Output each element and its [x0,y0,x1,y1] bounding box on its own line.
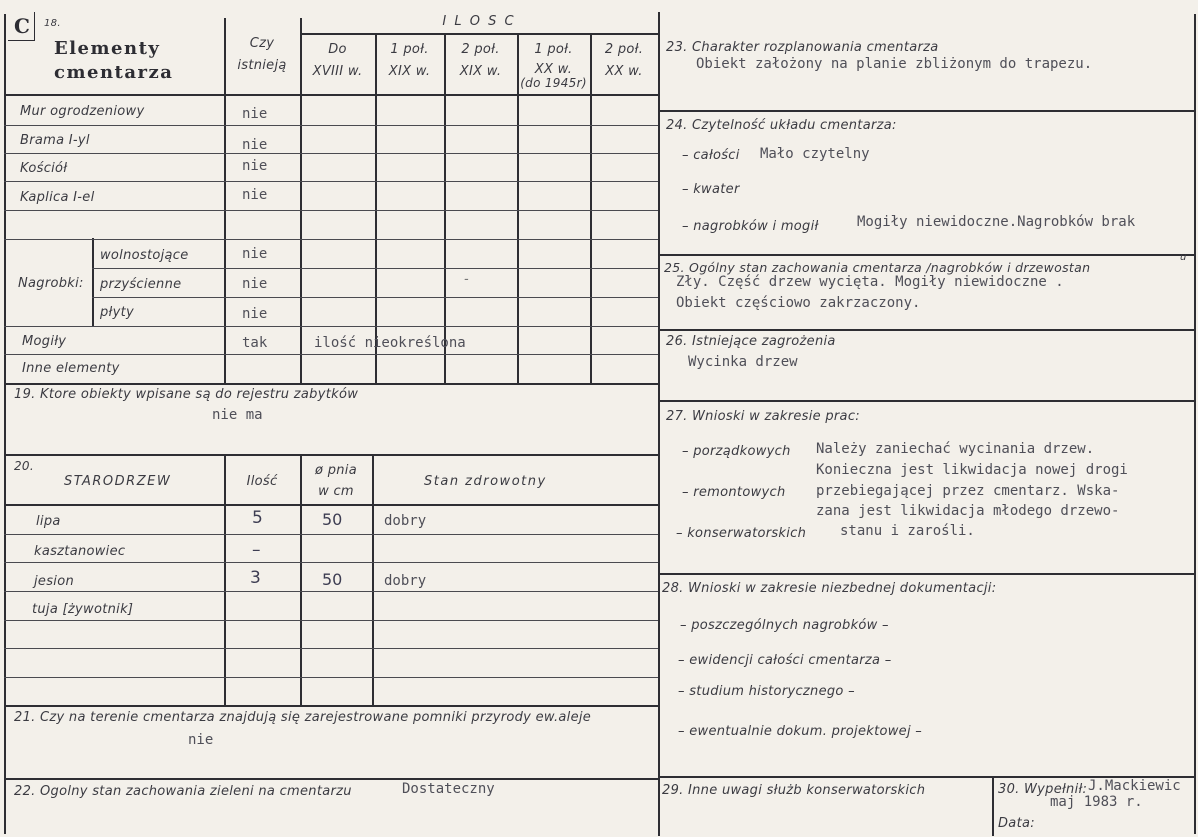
grid-line [4,504,660,506]
stray-dash: - [464,272,469,287]
value-kaplica: nie [242,187,268,203]
col-1pol-xx: 1 poł. [534,42,573,57]
grid-line [658,400,1196,402]
grid-line [4,181,658,182]
row-kaplica: Kaplica I-el [20,190,95,205]
field24-nagrobkow: – nagrobków i mogił [682,219,819,234]
row-mogily: Mogiły [22,334,67,349]
field27-remontowych: – remontowych [682,485,786,500]
col-xix-1: XIX w. [388,64,431,79]
col-do: Do [328,42,347,57]
row-kosciol: Kościół [20,161,68,176]
field28-item4: – ewentualnie dokum. projektowej – [678,724,923,739]
grid-line [4,562,658,563]
field27-line1: Należy zaniechać wycinania drzew. [816,441,1095,457]
value-plyty: nie [242,306,268,322]
field21-label: 21. Czy na terenie cmentarza znajdują się zarejestrowane pomniki przyrody ew.aleje [14,710,592,725]
grid-line [658,573,1196,575]
grid-line [992,776,994,836]
field24-nagrobkow-value: Mogiły niewidoczne.Nagrobków brak [857,214,1136,230]
col-2pol-xix: 2 poł. [461,42,500,57]
tree-count: 3 [250,568,261,588]
col-czy: Czy [249,36,275,51]
col-2pol-xx: 2 poł. [604,42,644,57]
grid-line [4,620,658,621]
row-nagrobki: Nagrobki: [18,276,84,291]
grid-line [590,33,592,383]
grid-line [4,153,658,154]
grid-line [658,254,1196,256]
card-title-line1: Elementy [54,38,161,59]
field25-label: 25. Ogólny stan zachowania cmentarza /nagrobków i drzewostan [664,260,1091,275]
col-xx-1: XX w. [534,62,573,77]
grid-line [4,648,658,649]
field28-item1: – poszczególnych nagrobków – [680,618,889,633]
field21-value: nie [188,732,214,748]
field22-value: Dostateczny [402,781,495,797]
value-wolnostojace: nie [242,246,268,262]
field19-label: 19. Ktore obiekty wpisane są do rejestru zabytków [14,387,359,402]
value-brama: nie [242,137,268,153]
grid-line [4,125,658,126]
field22-label: 22. Ogolny stan zachowania zieleni na cmentarzu [14,784,352,799]
row-brama: Brama I-yl [20,133,90,148]
col-xviii: XVIII w. [312,64,363,79]
row-mur: Mur ogrodzeniowy [20,104,145,119]
grid-line [4,383,660,385]
field28-label: 28. Wnioski w zakresie niezbednej dokumentacji: [662,581,997,596]
grid-line [4,454,660,456]
field27-konserwatorskich: – konserwatorskich [676,526,807,541]
col-xx-2: XX w. [605,64,643,79]
field28-item3: – studium historycznego – [678,684,855,699]
grid-line [300,33,658,35]
field28-item2: – ewidencji całości cmentarza – [678,653,892,668]
field27-line2: Konieczna jest likwidacja nowej drogi [816,462,1128,478]
grid-line [92,238,94,326]
tree-name: jesion [34,574,74,589]
field27-porzadkowych: – porządkowych [682,444,791,459]
grid-line [224,454,226,706]
starodrzew-header: STARODRZEW [64,474,172,489]
grid-line [4,677,658,678]
field25-mark: u [1180,252,1187,263]
grid-line [4,778,660,780]
starodrzew-pien-header: ø pnia [315,463,357,478]
grid-line [658,110,1196,112]
field25-line1: Zły. Część drzew wycięta. Mogiły niewidoczne . [676,274,1064,290]
section-letter: C [14,14,32,38]
starodrzew-stan-header: Stan zdrowotny [424,474,547,489]
field24-label: 24. Czytelność układu cmentarza: [666,118,897,133]
field27-line3: przebiegającej przez cmentarz. Wska- [816,483,1120,499]
field27-line4: zana jest likwidacja młodego drzewo- [816,503,1120,519]
grid-line [444,33,446,383]
field26-value: Wycinka drzew [688,354,798,370]
field29-label: 29. Inne uwagi służb konserwatorskich [662,783,926,798]
field30-label: 30. Wypełnił: [998,782,1088,797]
tree-diameter: 50 [322,510,343,529]
field24-kwater: – kwater [682,182,740,197]
field23-label: 23. Charakter rozplanowania cmentarza [666,40,939,55]
field27-line5: stanu i zarośli. [840,523,975,539]
field25-line2: Obiekt częściowo zakrzaczony. [676,295,921,311]
grid-line [4,591,658,592]
grid-line [4,239,658,240]
field30-date-value: maj 1983 r. [1050,794,1143,810]
grid-line [4,534,658,535]
field30-name: J.Mackiewic [1088,778,1181,794]
field20-number: 20. [14,459,34,473]
tree-health: dobry [384,573,427,589]
field-number: 18. [44,18,61,29]
grid-line [4,705,660,707]
grid-line [4,210,658,211]
field24-calosci: – całości [682,148,740,163]
grid-line [92,268,658,269]
grid-line [4,354,658,355]
right-border [1194,14,1196,834]
field24-calosci-value: Mało czytelny [760,146,870,162]
tree-count: 5 [252,508,263,528]
tree-name: tuja [żywotnik] [32,602,134,617]
field19-value: nie ma [212,407,263,423]
value-kosciol: nie [242,158,268,174]
starodrzew-cm-header: w cm [318,484,354,499]
field26-label: 26. Istniejące zagrożenia [666,334,836,349]
field27-label: 27. Wnioski w zakresie prac: [666,409,860,424]
tree-count: – [252,540,261,560]
tree-name: lipa [36,514,61,529]
col-xix-2: XIX w. [459,64,502,79]
grid-line [372,454,374,706]
col-do-1945: (do 1945r) [520,76,587,90]
grid-line [4,326,658,327]
center-divider [658,12,660,836]
grid-line [4,94,660,96]
field23-value: Obiekt założony na planie zbliżonym do trapezu. [696,56,1093,72]
value-mogily-ilosc: ilość nieokreślona [314,335,466,351]
tree-name: kasztanowiec [34,544,126,559]
left-border [4,14,6,834]
grid-line [375,33,377,383]
col-ilosc: I L O S C [442,14,516,29]
card-title-line2: cmentarza [54,62,174,83]
value-przyscienne: nie [242,276,268,292]
tree-diameter: 50 [322,570,343,589]
starodrzew-ilosc-header: Ilość [246,474,278,489]
tree-health: dobry [384,513,427,529]
row-plyty: płyty [100,305,134,320]
value-mur: nie [242,106,268,122]
row-inne: Inne elementy [22,361,120,376]
value-mogily: tak [242,335,268,351]
row-wolnostojace: wolnostojące [100,248,189,263]
col-1pol-xix: 1 poł. [390,42,429,57]
grid-line [92,297,658,298]
grid-line [658,329,1196,331]
field30-data-label: Data: [998,816,1035,831]
row-przyscienne: przyścienne [100,277,182,292]
col-istnieja: istnieją [237,58,287,73]
